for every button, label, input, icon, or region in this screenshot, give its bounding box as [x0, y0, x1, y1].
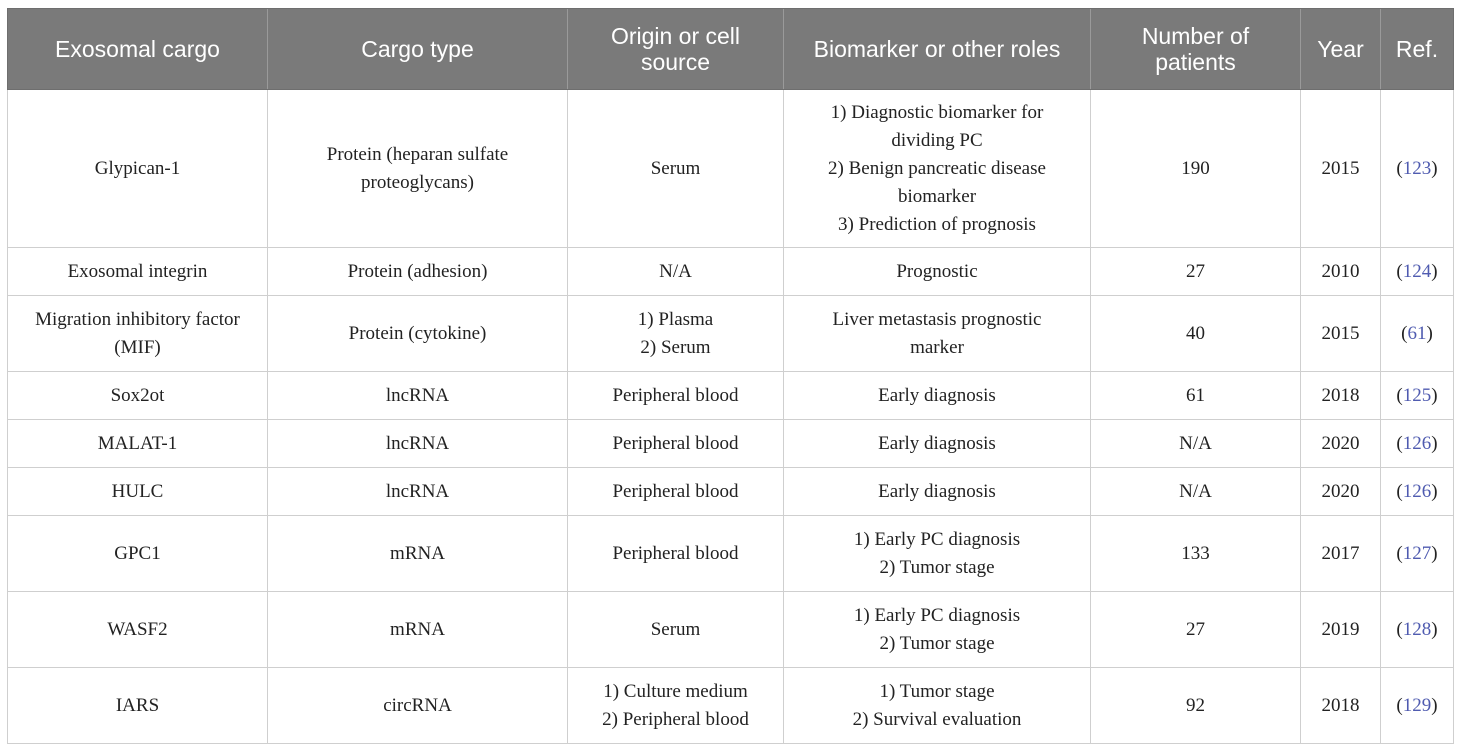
cell-ref: (125)	[1381, 372, 1454, 420]
cell-ref: (61)	[1381, 296, 1454, 372]
reference-link[interactable]: 125	[1402, 384, 1432, 406]
cell-cargo-type: lncRNA	[268, 420, 568, 468]
cell-year: 2020	[1301, 468, 1381, 516]
header-ref: Ref.	[1381, 9, 1454, 90]
cell-cargo-type: mRNA	[268, 592, 568, 668]
cell-biomarker-roles	[784, 296, 1091, 372]
cell-origin	[568, 420, 784, 468]
cell-exosomal-cargo: Glypican-1	[8, 90, 268, 248]
cell-number-of-patients: 27	[1091, 248, 1301, 296]
cell-origin	[568, 372, 784, 420]
cell-year: 2015	[1301, 296, 1381, 372]
cell-origin	[568, 592, 784, 668]
table-row	[8, 372, 1454, 420]
table-container	[7, 8, 1453, 744]
cell-ref: (123)	[1381, 90, 1454, 248]
reference-link[interactable]: 123	[1402, 157, 1432, 179]
cell-biomarker-roles-line: 2) Tumor stage	[879, 632, 995, 654]
cell-biomarker-roles	[784, 90, 1091, 248]
table-row	[8, 468, 1454, 516]
cell-ref: (129)	[1381, 668, 1454, 744]
cell-ref: (126)	[1381, 420, 1454, 468]
cell-number-of-patients: 92	[1091, 668, 1301, 744]
cell-year: 2015	[1301, 90, 1381, 248]
reference-link[interactable]: 61	[1407, 322, 1427, 344]
cell-number-of-patients: N/A	[1091, 468, 1301, 516]
reference-link[interactable]: 124	[1402, 260, 1432, 282]
cell-biomarker-roles-line: 1) Early PC diagnosis	[853, 528, 1021, 550]
cell-biomarker-roles-line: 2) Tumor stage	[879, 556, 995, 578]
cell-cargo-type: circRNA	[268, 668, 568, 744]
cell-year: 2019	[1301, 592, 1381, 668]
cell-exosomal-cargo: MALAT-1	[8, 420, 268, 468]
cell-origin-line: Serum	[650, 618, 701, 640]
exosome-biomarker-table	[7, 8, 1454, 744]
cell-cargo-type: Protein (adhesion)	[268, 248, 568, 296]
cell-biomarker-roles-line: 1) Diagnostic biomarker for dividing PC	[830, 101, 1044, 151]
header-origin: Origin or cell source	[568, 9, 784, 90]
cell-number-of-patients: N/A	[1091, 420, 1301, 468]
cell-exosomal-cargo: WASF2	[8, 592, 268, 668]
cell-origin-line: Peripheral blood	[612, 384, 739, 406]
cell-exosomal-cargo: IARS	[8, 668, 268, 744]
cell-origin-line: 1) Plasma	[637, 308, 714, 330]
reference-link[interactable]: 127	[1402, 542, 1432, 564]
cell-biomarker-roles-line: 3) Prediction of prognosis	[838, 213, 1036, 235]
cell-exosomal-cargo: HULC	[8, 468, 268, 516]
cell-year: 2010	[1301, 248, 1381, 296]
header-row	[8, 9, 1454, 90]
reference-link[interactable]: 126	[1402, 480, 1432, 502]
reference-link[interactable]: 129	[1402, 694, 1432, 716]
cell-biomarker-roles-line: Early diagnosis	[878, 384, 996, 406]
cell-origin	[568, 516, 784, 592]
cell-origin	[568, 468, 784, 516]
cell-year: 2020	[1301, 420, 1381, 468]
cell-ref: (128)	[1381, 592, 1454, 668]
cell-cargo-type: Protein (cytokine)	[268, 296, 568, 372]
cell-number-of-patients: 133	[1091, 516, 1301, 592]
cell-number-of-patients: 40	[1091, 296, 1301, 372]
cell-origin-line: 2) Serum	[640, 336, 711, 358]
cell-biomarker-roles-line: 2) Benign pancreatic disease biomarker	[828, 157, 1046, 207]
cell-biomarker-roles-line: 1) Early PC diagnosis	[853, 604, 1021, 626]
cell-exosomal-cargo: Migration inhibitory factor (MIF)	[8, 296, 268, 372]
cell-number-of-patients: 27	[1091, 592, 1301, 668]
cell-biomarker-roles-line: Prognostic	[896, 260, 978, 282]
cell-origin-line: 1) Culture medium	[603, 680, 748, 702]
cell-year: 2017	[1301, 516, 1381, 592]
cell-ref: (127)	[1381, 516, 1454, 592]
cell-origin	[568, 90, 784, 248]
cell-biomarker-roles	[784, 668, 1091, 744]
cell-origin-line: Serum	[650, 157, 701, 179]
table-row	[8, 668, 1454, 744]
header-year: Year	[1301, 9, 1381, 90]
cell-biomarker-roles	[784, 248, 1091, 296]
cell-origin-line: N/A	[659, 260, 692, 282]
cell-year: 2018	[1301, 372, 1381, 420]
cell-biomarker-roles	[784, 468, 1091, 516]
header-cargo-type: Cargo type	[268, 9, 568, 90]
cell-cargo-type: lncRNA	[268, 468, 568, 516]
table-row	[8, 248, 1454, 296]
cell-exosomal-cargo: Sox2ot	[8, 372, 268, 420]
cell-biomarker-roles	[784, 420, 1091, 468]
table-body	[8, 90, 1454, 744]
cell-biomarker-roles-line: Early diagnosis	[878, 480, 996, 502]
cell-origin	[568, 296, 784, 372]
cell-ref: (124)	[1381, 248, 1454, 296]
cell-origin-line: Peripheral blood	[612, 542, 739, 564]
table-row	[8, 516, 1454, 592]
header-biomarker-roles: Biomarker or other roles	[784, 9, 1091, 90]
cell-exosomal-cargo: Exosomal integrin	[8, 248, 268, 296]
header-number-of-patients: Number of patients	[1091, 9, 1301, 90]
cell-biomarker-roles-line: 1) Tumor stage	[879, 680, 995, 702]
table-row	[8, 420, 1454, 468]
cell-number-of-patients: 190	[1091, 90, 1301, 248]
cell-cargo-type: lncRNA	[268, 372, 568, 420]
cell-biomarker-roles	[784, 592, 1091, 668]
cell-origin	[568, 248, 784, 296]
cell-cargo-type: Protein (heparan sulfate proteoglycans)	[268, 90, 568, 248]
cell-biomarker-roles-line: Early diagnosis	[878, 432, 996, 454]
table-row	[8, 592, 1454, 668]
cell-origin-line: 2) Peripheral blood	[602, 708, 749, 730]
header-exosomal-cargo: Exosomal cargo	[8, 9, 268, 90]
cell-origin	[568, 668, 784, 744]
cell-biomarker-roles-line: 2) Survival evaluation	[852, 708, 1022, 730]
cell-biomarker-roles	[784, 372, 1091, 420]
cell-biomarker-roles-line: Liver metastasis prognostic marker	[832, 308, 1042, 358]
cell-number-of-patients: 61	[1091, 372, 1301, 420]
table-row	[8, 296, 1454, 372]
cell-year: 2018	[1301, 668, 1381, 744]
reference-link[interactable]: 128	[1402, 618, 1432, 640]
cell-biomarker-roles	[784, 516, 1091, 592]
cell-cargo-type: mRNA	[268, 516, 568, 592]
cell-origin-line: Peripheral blood	[612, 480, 739, 502]
cell-exosomal-cargo: GPC1	[8, 516, 268, 592]
cell-origin-line: Peripheral blood	[612, 432, 739, 454]
cell-ref: (126)	[1381, 468, 1454, 516]
reference-link[interactable]: 126	[1402, 432, 1432, 454]
table-row	[8, 90, 1454, 248]
